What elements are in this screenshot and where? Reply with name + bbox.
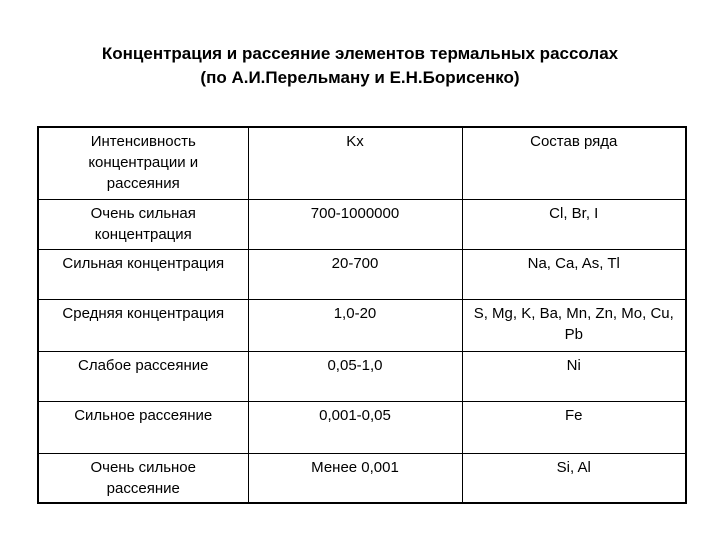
- header-kx: Kx: [248, 127, 462, 199]
- data-table: [37, 126, 687, 504]
- table-cell: Очень сильная концентрация: [38, 199, 248, 249]
- table-cell: Сильное рассеяние: [38, 401, 248, 453]
- table-row: [38, 401, 686, 453]
- title-line-1: Концентрация и рассеяние элементов термальных рассолах: [101, 44, 619, 63]
- table-row: [38, 199, 686, 249]
- header-composition: Состав ряда: [462, 127, 686, 199]
- table-row: [38, 299, 686, 351]
- table-cell: 20-700: [248, 249, 462, 299]
- table-cell: S, Mg, K, Ba, Mn, Zn, Mo, Cu, Pb: [462, 299, 686, 351]
- table-header-row: [38, 127, 686, 199]
- table-row: [38, 249, 686, 299]
- table-cell: 1,0-20: [248, 299, 462, 351]
- table-row: [38, 351, 686, 401]
- table-cell: Fe: [462, 401, 686, 453]
- table-cell: Ni: [462, 351, 686, 401]
- table-cell: 0,001-0,05: [248, 401, 462, 453]
- table-row: [38, 453, 686, 503]
- table-cell: Слабое рассеяние: [38, 351, 248, 401]
- table-cell: Сильная концентрация: [38, 249, 248, 299]
- table-cell: 700-1000000: [248, 199, 462, 249]
- header-intensity: Интенсивность концентрации и рассеяния: [38, 127, 248, 199]
- table-cell: 0,05-1,0: [248, 351, 462, 401]
- table-cell: Менее 0,001: [248, 453, 462, 503]
- page-title: [0, 42, 720, 90]
- table-cell: Очень сильное рассеяние: [38, 453, 248, 503]
- table-cell: Na, Ca, As, Tl: [462, 249, 686, 299]
- table-cell: Cl, Br, I: [462, 199, 686, 249]
- table-cell: Средняя концентрация: [38, 299, 248, 351]
- title-line-2: (по А.И.Перельману и Е.Н.Борисенко): [200, 68, 520, 87]
- table-cell: Si, Al: [556, 458, 591, 476]
